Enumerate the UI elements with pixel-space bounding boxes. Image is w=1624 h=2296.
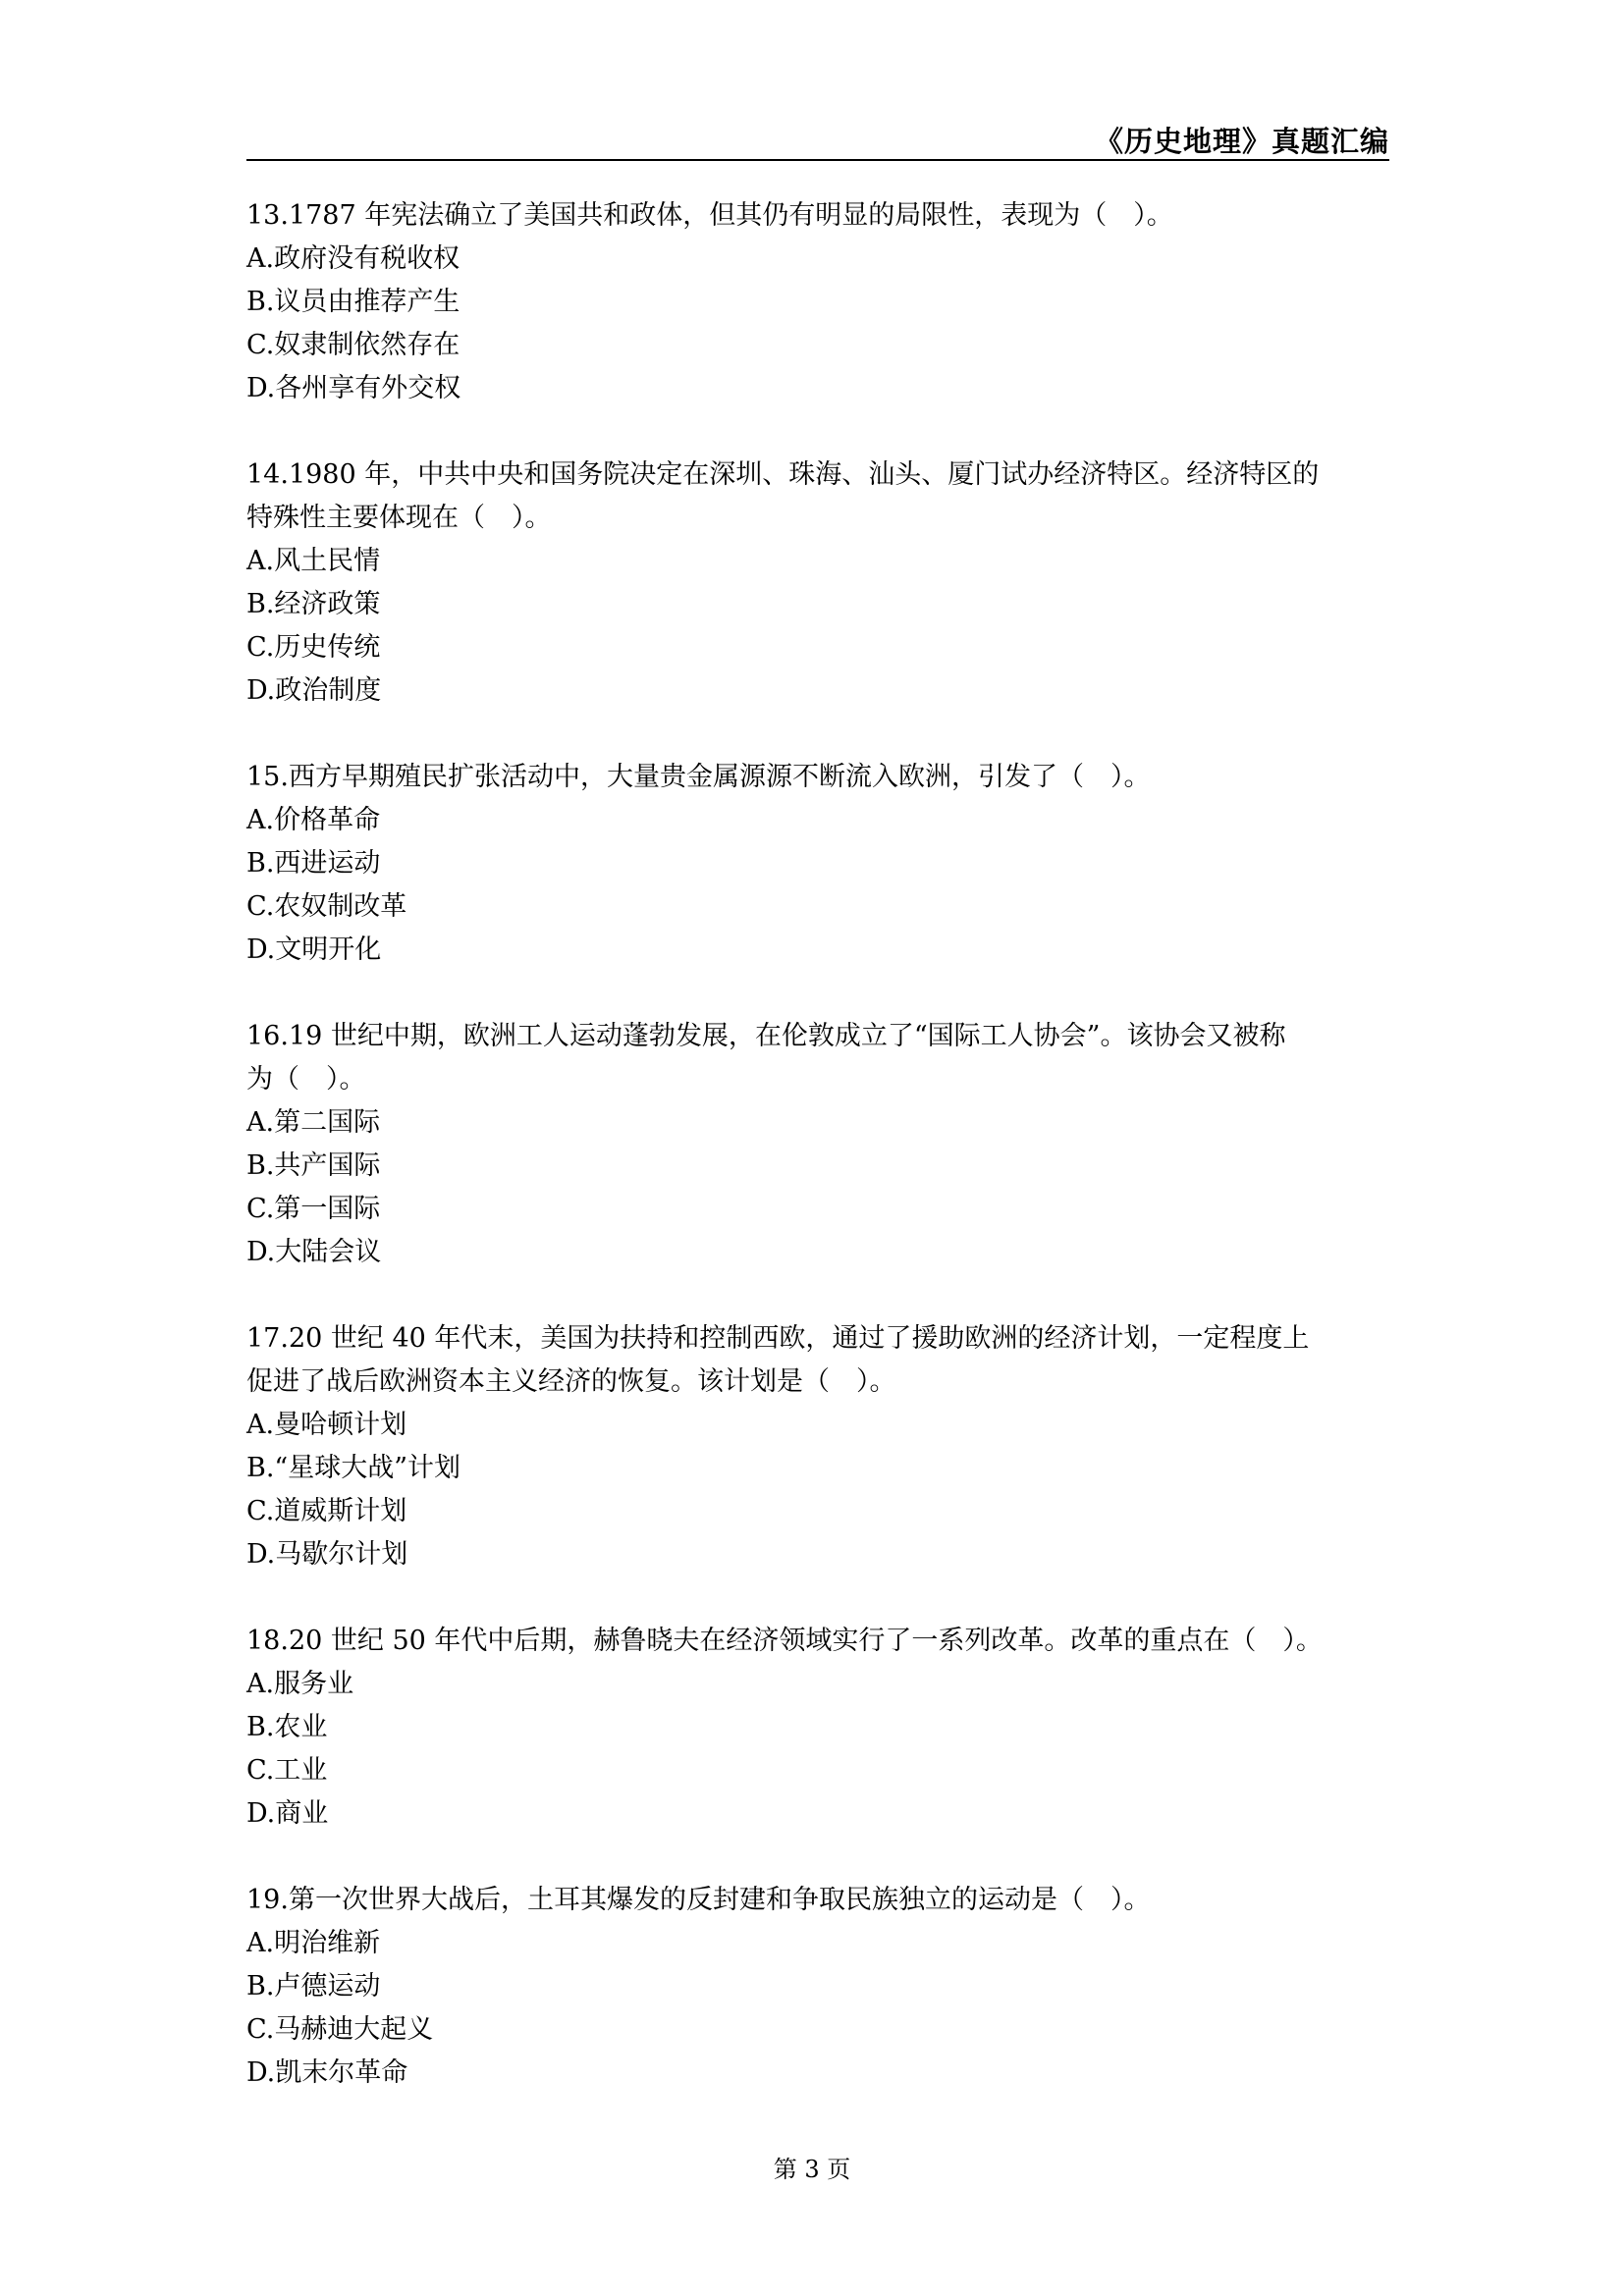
option-d: D.各州享有外交权 [246,373,461,403]
option-b: B.经济政策 [246,589,381,619]
question-15 [246,756,1389,972]
option-a: A.明治维新 [246,1928,381,1958]
question-16 [246,1015,1389,1274]
question-18 [246,1620,1389,1836]
option-a: A.价格革命 [246,805,381,835]
question-stem-continued: 特殊性主要体现在（ ）。 [246,503,552,533]
question-list [246,194,1389,2138]
question-stem-continued: 促进了战后欧洲资本主义经济的恢复。该计划是（ ）。 [246,1366,896,1397]
question-stem: 18.20 世纪 50 年代中后期，赫鲁晓夫在经济领域实行了一系列改革。改革的重点在（ ）。 [246,1626,1323,1656]
option-b: B.共产国际 [246,1150,381,1181]
option-d: D.商业 [246,1798,329,1829]
option-c: C.马赫迪大起义 [246,2014,434,2045]
option-c: C.历史传统 [246,632,381,663]
question-14 [246,454,1389,713]
option-b: B.农业 [246,1712,328,1742]
option-b: B.议员由推荐产生 [246,287,460,317]
option-c: C.第一国际 [246,1194,381,1224]
option-c: C.工业 [246,1755,328,1786]
option-a: A.政府没有税收权 [246,243,460,274]
option-a: A.服务业 [246,1669,354,1699]
option-a: A.曼哈顿计划 [246,1410,407,1440]
option-d: D.马歇尔计划 [246,1539,408,1570]
question-stem: 14.1980 年，中共中央和国务院决定在深圳、珠海、汕头、厦门试办经济特区。经济特区的 [246,459,1320,490]
option-d: D.政治制度 [246,675,382,706]
option-d: D.大陆会议 [246,1237,382,1267]
option-d: D.凯末尔革命 [246,2057,408,2088]
option-d: D.文明开化 [246,934,382,965]
option-c: C.农奴制改革 [246,891,407,922]
question-stem-continued: 为（ ）。 [246,1064,366,1095]
page-header [246,116,1389,161]
question-stem: 19.第一次世界大战后，土耳其爆发的反封建和争取民族独立的运动是（ ）。 [246,1885,1151,1915]
option-b: B.卢德运动 [246,1971,381,2002]
option-b: B.“星球大战”计划 [246,1453,461,1483]
question-stem: 17.20 世纪 40 年代末，美国为扶持和控制西欧，通过了援助欧洲的经济计划，一定程度上 [246,1323,1310,1354]
option-c: C.奴隶制依然存在 [246,330,460,360]
document-title: 《历史地理》真题汇编 [1094,125,1389,158]
option-c: C.道威斯计划 [246,1496,407,1526]
option-a: A.第二国际 [246,1107,381,1138]
question-stem: 15.西方早期殖民扩张活动中，大量贵金属源源不断流入欧洲，引发了（ ）。 [246,762,1151,792]
question-stem: 16.19 世纪中期，欧洲工人运动蓬勃发展，在伦敦成立了“国际工人协会”。该协会又被称 [246,1021,1286,1051]
question-stem: 13.1787 年宪法确立了美国共和政体，但其仍有明显的局限性，表现为（ ）。 [246,200,1173,231]
question-19 [246,1879,1389,2095]
question-13 [246,194,1389,410]
option-a: A.风土民情 [246,546,381,576]
page-number: 第 3 页 [773,2156,851,2183]
question-17 [246,1317,1389,1576]
option-b: B.西进运动 [246,848,381,879]
